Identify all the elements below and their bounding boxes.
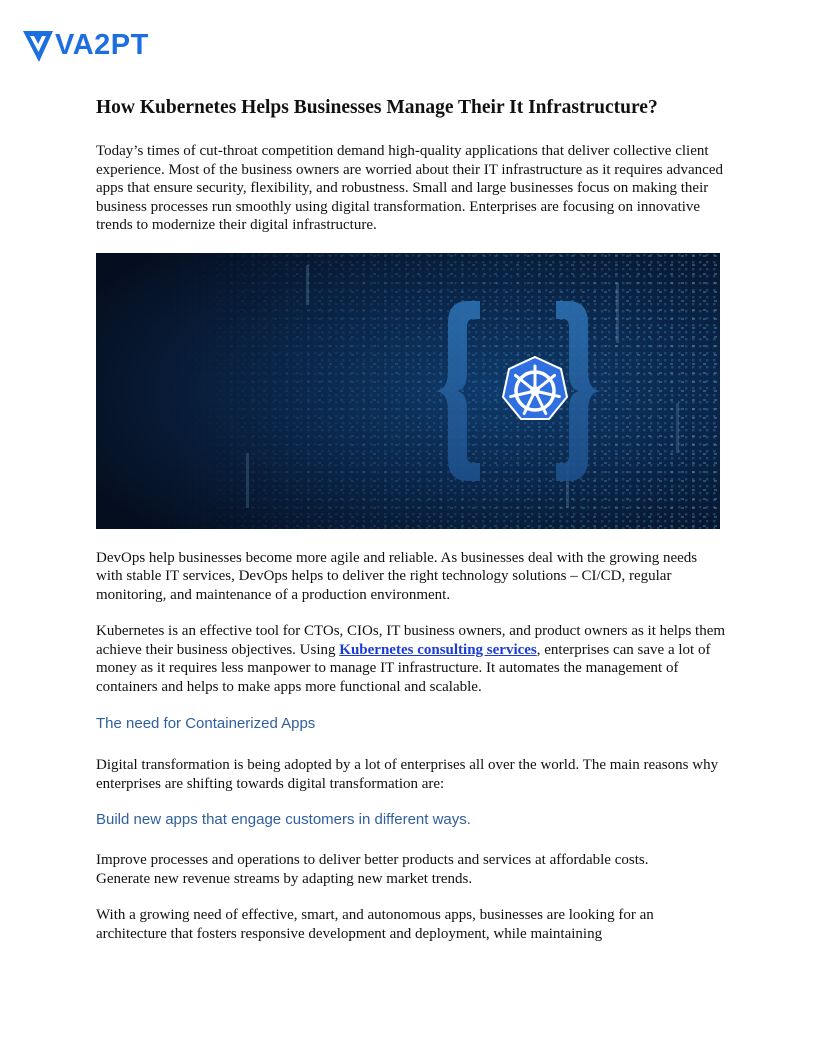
article-body	[96, 94, 726, 943]
kubernetes-paragraph	[96, 622, 726, 696]
closing-paragraph: With a growing need of effective, smart, and autonomous apps, businesses are looking for an architecture that fosters responsive development and deployment, while maintaining	[96, 907, 654, 942]
intro-paragraph: Today’s times of cut-throat competition demand high-quality applications that deliver collective client experience. Most of the business owners are worried about their IT infrastructure as it requires advanced apps that ensure security, flexibility, and robustness. Small and large businesses focus on making their business processes run smoothly using digital transformation. Enterprises are focusing on innovative trends to modernize their digital infrastructure.	[96, 143, 723, 233]
article-title: How Kubernetes Helps Businesses Manage Their It Infrastructure?	[96, 97, 658, 118]
devops-paragraph: DevOps help businesses become more agile and reliable. As businesses deal with the growing needs with stable IT services, DevOps helps to deliver the right technology solutions – CI/CD, regular monitoring, and maintenance of a production environment.	[96, 549, 698, 603]
improve-paragraph	[96, 851, 726, 888]
kubernetes-paragraph-end: , enterprises can save a lot of money as it requires less manpower to manage IT infrastructure. It automates the management of containers and helps to make apps more functional and scalable.	[96, 641, 711, 695]
heading-build-new-apps: Build new apps that engage customers in different ways.	[96, 811, 471, 828]
brand-name: VA2PT	[55, 29, 149, 61]
kubernetes-consulting-link[interactable]: Kubernetes consulting services	[339, 641, 537, 658]
kubernetes-hero-image	[96, 253, 720, 529]
revenue-line: Generate new revenue streams by adapting new market trends.	[96, 870, 473, 887]
va2pt-logo-icon	[22, 26, 54, 64]
digital-transformation-paragraph: Digital transformation is being adopted by a lot of enterprises all over the world. The main reasons why enterprises are shifting towards digital transformation are:	[96, 757, 719, 792]
brand-logo[interactable]	[22, 26, 149, 64]
heading-containerized-apps: The need for Containerized Apps	[96, 715, 316, 732]
kubernetes-helm-icon	[503, 357, 567, 419]
kubernetes-paragraph-start: Kubernetes is an effective tool for CTOs, CIOs, IT business owners, and product owners as it helps them achieve their business objectives. Using	[96, 623, 726, 658]
improve-line: Improve processes and operations to deliver better products and services at affordable costs.	[96, 852, 649, 868]
